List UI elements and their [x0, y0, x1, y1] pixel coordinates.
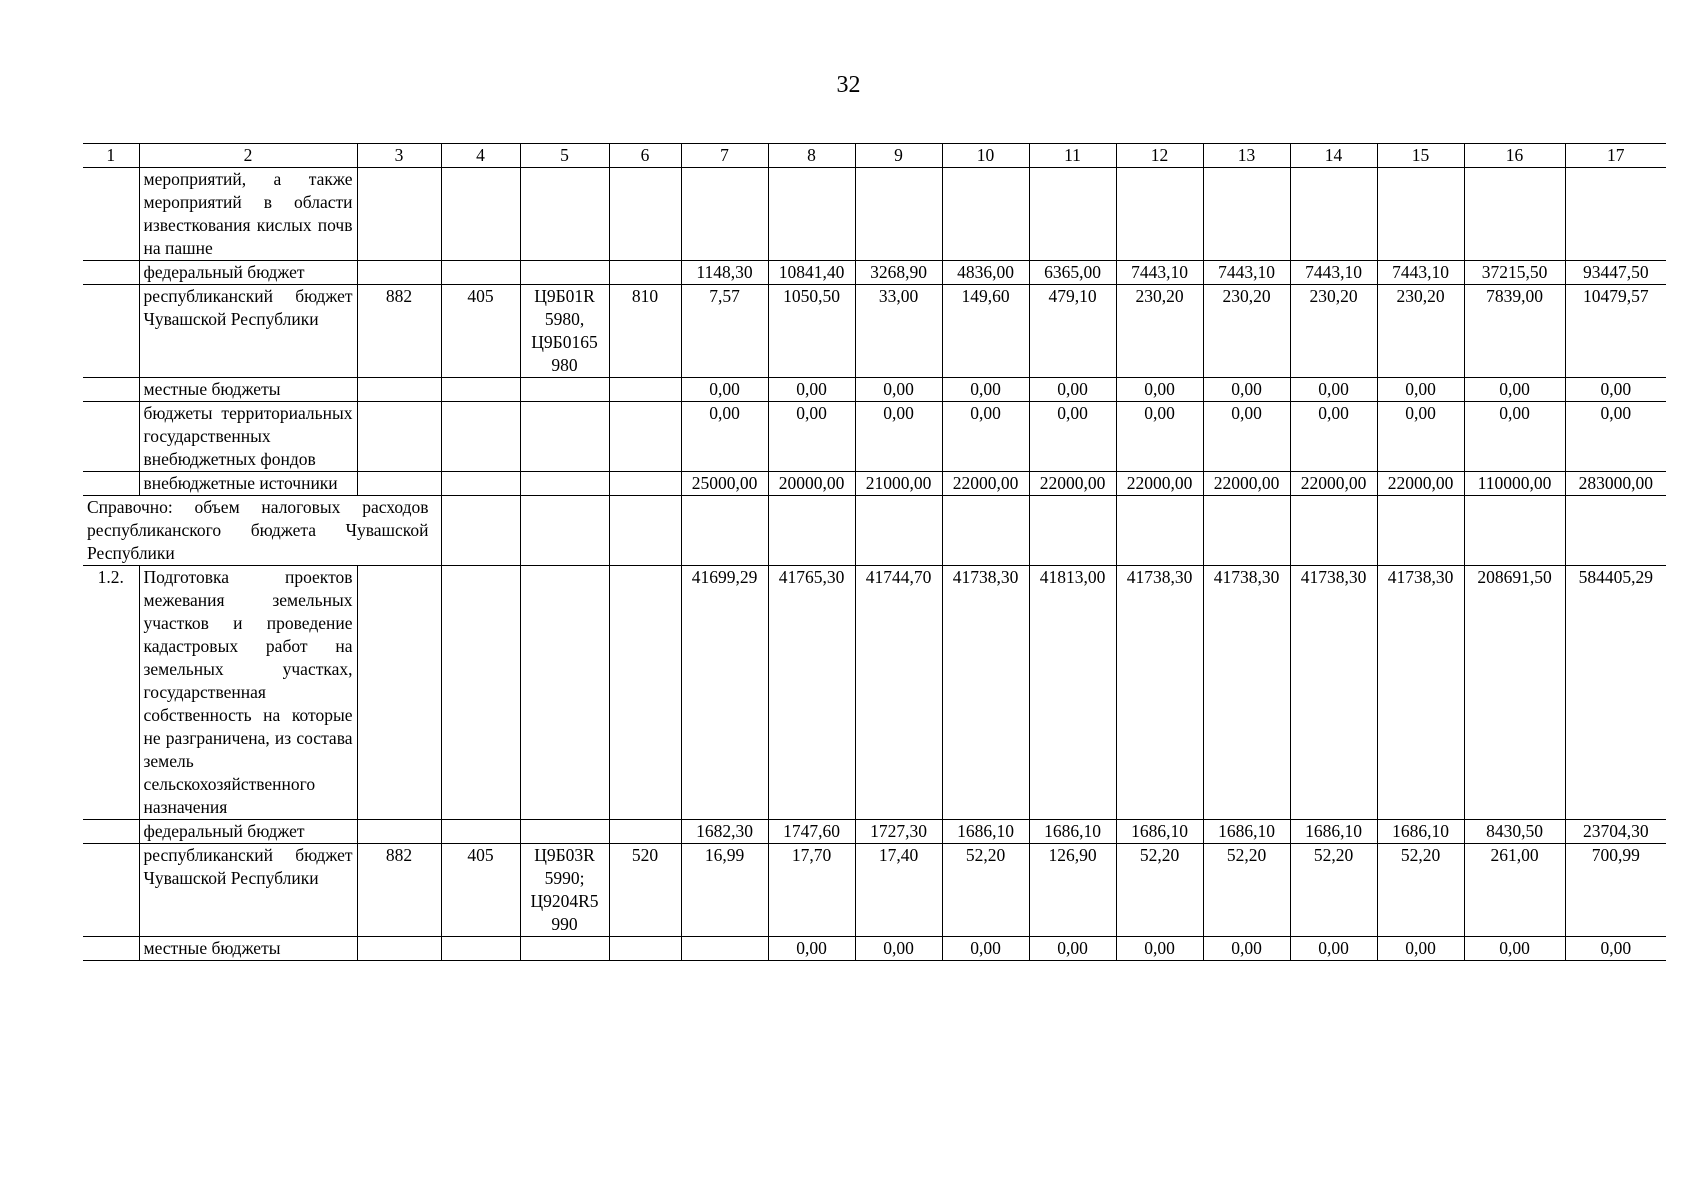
- cell-c6: [609, 820, 681, 844]
- cell-c4: [441, 820, 520, 844]
- amount-cell: 0,00: [942, 378, 1029, 402]
- amount-cell: 0,00: [1377, 378, 1464, 402]
- amount-cell: 230,20: [1203, 285, 1290, 378]
- amount-cell: 0,00: [1203, 937, 1290, 961]
- amount-cell: 149,60: [942, 285, 1029, 378]
- measure-number: 1.2.: [83, 566, 139, 820]
- amount-cell: 0,00: [1116, 402, 1203, 472]
- amount-cell: 700,99: [1565, 844, 1666, 937]
- amount-cell: 41744,70: [855, 566, 942, 820]
- cell-c5: [520, 820, 609, 844]
- column-number: 17: [1565, 144, 1666, 168]
- cell-c4: [441, 472, 520, 496]
- amount-cell: 479,10: [1029, 285, 1116, 378]
- amount-cell: 1686,10: [1290, 820, 1377, 844]
- cell-c4: [441, 937, 520, 961]
- cell-c3: 882: [357, 844, 441, 937]
- cell-c3: 882: [357, 285, 441, 378]
- amount-cell: 0,00: [1464, 402, 1565, 472]
- amount-cell: 1686,10: [942, 820, 1029, 844]
- amount-cell: 0,00: [1464, 937, 1565, 961]
- amount-cell: 230,20: [1290, 285, 1377, 378]
- column-number: 8: [768, 144, 855, 168]
- amount-cell: 20000,00: [768, 472, 855, 496]
- amount-cell: 0,00: [1290, 937, 1377, 961]
- cell-c6: [609, 402, 681, 472]
- cell-c5: [520, 261, 609, 285]
- budget-code: Ц9Б03R 5990; Ц9204R5 990: [520, 844, 609, 937]
- column-number: 16: [1464, 144, 1565, 168]
- amount-cell: 0,00: [1377, 402, 1464, 472]
- amount-cell: 22000,00: [1029, 472, 1116, 496]
- amount-cell: 41738,30: [1377, 566, 1464, 820]
- amount-cell: 0,00: [855, 402, 942, 472]
- funding-row-territorial-funds: [83, 402, 1666, 472]
- amount-cell: 110000,00: [1464, 472, 1565, 496]
- column-number: 6: [609, 144, 681, 168]
- amount-cell: 7839,00: [1464, 285, 1565, 378]
- amount-cell: 0,00: [1029, 937, 1116, 961]
- amount-cell: 0,00: [681, 402, 768, 472]
- amount-cell: 41699,29: [681, 566, 768, 820]
- amount-cell: 52,20: [1290, 844, 1377, 937]
- amount-cell: 7,57: [681, 285, 768, 378]
- amount-cell: 0,00: [768, 402, 855, 472]
- amount-cell: 41738,30: [1203, 566, 1290, 820]
- amount-cell: 41765,30: [768, 566, 855, 820]
- amount-cell: 23704,30: [1565, 820, 1666, 844]
- funding-source: республиканский бюджет Чувашской Республики: [139, 285, 357, 378]
- amount-cell: 37215,50: [1464, 261, 1565, 285]
- amount-cell: 0,00: [1203, 402, 1290, 472]
- budget-code: Ц9Б01R 5980, Ц9Б0165 980: [520, 285, 609, 378]
- column-number: 13: [1203, 144, 1290, 168]
- funding-source: республиканский бюджет Чувашской Республики: [139, 844, 357, 937]
- amount-cell: 0,00: [681, 378, 768, 402]
- amount-cell: 7443,10: [1116, 261, 1203, 285]
- column-numbers-row: [83, 144, 1666, 168]
- amount-cell: 17,70: [768, 844, 855, 937]
- amount-cell: 22000,00: [1290, 472, 1377, 496]
- amount-cell: 41738,30: [942, 566, 1029, 820]
- amount-cell: 7443,10: [1377, 261, 1464, 285]
- amount-cell: 261,00: [1464, 844, 1565, 937]
- column-number: 11: [1029, 144, 1116, 168]
- page-number: 32: [836, 72, 861, 98]
- column-number: 4: [441, 144, 520, 168]
- funding-row-federal: [83, 261, 1666, 285]
- amount-cell: 22000,00: [1116, 472, 1203, 496]
- funding-row-federal: [83, 820, 1666, 844]
- amount-cell: 0,00: [1203, 378, 1290, 402]
- amount-cell: 1686,10: [1203, 820, 1290, 844]
- cell-c4: [441, 261, 520, 285]
- column-number: 15: [1377, 144, 1464, 168]
- amount-cell: 0,00: [855, 378, 942, 402]
- funding-source: внебюджетные источники: [139, 472, 357, 496]
- amount-cell: 41738,30: [1116, 566, 1203, 820]
- cell-c6: [609, 937, 681, 961]
- amount-cell: 0,00: [1290, 402, 1377, 472]
- funding-row-republican: [83, 844, 1666, 937]
- column-number: 10: [942, 144, 1029, 168]
- amount-cell: 52,20: [1377, 844, 1464, 937]
- amount-cell: 33,00: [855, 285, 942, 378]
- amount-cell: 230,20: [1377, 285, 1464, 378]
- amount-cell: 1686,10: [1029, 820, 1116, 844]
- cell-c3: [357, 402, 441, 472]
- amount-cell: 230,20: [1116, 285, 1203, 378]
- amount-cell: 7443,10: [1203, 261, 1290, 285]
- amount-cell: 0,00: [1565, 402, 1666, 472]
- funding-source: местные бюджеты: [139, 937, 357, 961]
- amount-cell: 1682,30: [681, 820, 768, 844]
- cell-c3: [357, 378, 441, 402]
- amount-cell: 16,99: [681, 844, 768, 937]
- measure-continuation-row: [83, 168, 1666, 261]
- amount-cell: 1148,30: [681, 261, 768, 285]
- cell-c3: [357, 472, 441, 496]
- amount-cell: 0,00: [1464, 378, 1565, 402]
- cell-c6: [609, 261, 681, 285]
- funding-source: бюджеты территориальных государственных внебюджетных фондов: [139, 402, 357, 472]
- amount-cell: 1747,60: [768, 820, 855, 844]
- funding-row-republican: [83, 285, 1666, 378]
- funding-row-local: [83, 937, 1666, 961]
- amount-cell: 208691,50: [1464, 566, 1565, 820]
- amount-cell: 0,00: [1029, 402, 1116, 472]
- amount-cell: 126,90: [1029, 844, 1116, 937]
- funding-row-extrabudgetary: [83, 472, 1666, 496]
- amount-cell: 10479,57: [1565, 285, 1666, 378]
- cell-c3: [357, 261, 441, 285]
- cell-c4: [441, 402, 520, 472]
- column-number: 12: [1116, 144, 1203, 168]
- cell-c3: [357, 820, 441, 844]
- amount-cell: 7443,10: [1290, 261, 1377, 285]
- funding-source: федеральный бюджет: [139, 261, 357, 285]
- amount-cell: 52,20: [1203, 844, 1290, 937]
- cell-c6: 810: [609, 285, 681, 378]
- cell-c5: [520, 472, 609, 496]
- measure-name: Подготовка проектов межевания земельных участков и проведение кадастровых работ на земельных участках, государственная собственность на которые не разграничена, из состава земель сельскохозяйственного назначения: [139, 566, 357, 820]
- amount-cell: 41738,30: [1290, 566, 1377, 820]
- amount-cell: 6365,00: [1029, 261, 1116, 285]
- measure-name: мероприятий, а также мероприятий в области известкования кислых почв на пашне: [139, 168, 357, 261]
- column-number: 14: [1290, 144, 1377, 168]
- amount-cell: 1727,30: [855, 820, 942, 844]
- cell-c6: [609, 378, 681, 402]
- cell-c4: 405: [441, 285, 520, 378]
- amount-cell: 0,00: [1377, 937, 1464, 961]
- column-number: 7: [681, 144, 768, 168]
- amount-cell: 0,00: [1290, 378, 1377, 402]
- funding-source: федеральный бюджет: [139, 820, 357, 844]
- measure-row-1-2: [83, 566, 1666, 820]
- cell-c6: 520: [609, 844, 681, 937]
- amount-cell: 0,00: [1565, 378, 1666, 402]
- reference-note: Справочно: объем налоговых расходов республиканского бюджета Чувашской Республики: [83, 496, 441, 566]
- amount-cell: 1686,10: [1377, 820, 1464, 844]
- amount-cell: 3268,90: [855, 261, 942, 285]
- cell-c5: [520, 378, 609, 402]
- cell-c5: [520, 937, 609, 961]
- amount-cell: 0,00: [1029, 378, 1116, 402]
- amount-cell: 4836,00: [942, 261, 1029, 285]
- amount-cell: 93447,50: [1565, 261, 1666, 285]
- funding-source: местные бюджеты: [139, 378, 357, 402]
- amount-cell: [681, 937, 768, 961]
- column-number: 5: [520, 144, 609, 168]
- amount-cell: 0,00: [855, 937, 942, 961]
- amount-cell: 0,00: [1116, 378, 1203, 402]
- cell-c4: [441, 378, 520, 402]
- amount-cell: 21000,00: [855, 472, 942, 496]
- amount-cell: 17,40: [855, 844, 942, 937]
- amount-cell: 584405,29: [1565, 566, 1666, 820]
- amount-cell: 0,00: [1116, 937, 1203, 961]
- amount-cell: 1050,50: [768, 285, 855, 378]
- cell-c6: [609, 472, 681, 496]
- amount-cell: 0,00: [942, 937, 1029, 961]
- column-number: 2: [139, 144, 357, 168]
- amount-cell: 0,00: [1565, 937, 1666, 961]
- budget-table: [83, 143, 1666, 961]
- amount-cell: 0,00: [768, 937, 855, 961]
- amount-cell: 283000,00: [1565, 472, 1666, 496]
- amount-cell: 1686,10: [1116, 820, 1203, 844]
- cell-c4: 405: [441, 844, 520, 937]
- cell-c3: [357, 937, 441, 961]
- amount-cell: 22000,00: [942, 472, 1029, 496]
- amount-cell: 52,20: [942, 844, 1029, 937]
- column-number: 1: [83, 144, 139, 168]
- amount-cell: 22000,00: [1377, 472, 1464, 496]
- amount-cell: 25000,00: [681, 472, 768, 496]
- amount-cell: 52,20: [1116, 844, 1203, 937]
- amount-cell: 8430,50: [1464, 820, 1565, 844]
- amount-cell: 0,00: [768, 378, 855, 402]
- funding-row-local: [83, 378, 1666, 402]
- amount-cell: 10841,40: [768, 261, 855, 285]
- amount-cell: 0,00: [942, 402, 1029, 472]
- amount-cell: 22000,00: [1203, 472, 1290, 496]
- column-number: 3: [357, 144, 441, 168]
- cell-c5: [520, 402, 609, 472]
- amount-cell: 41813,00: [1029, 566, 1116, 820]
- reference-note-row: [83, 496, 1666, 566]
- column-number: 9: [855, 144, 942, 168]
